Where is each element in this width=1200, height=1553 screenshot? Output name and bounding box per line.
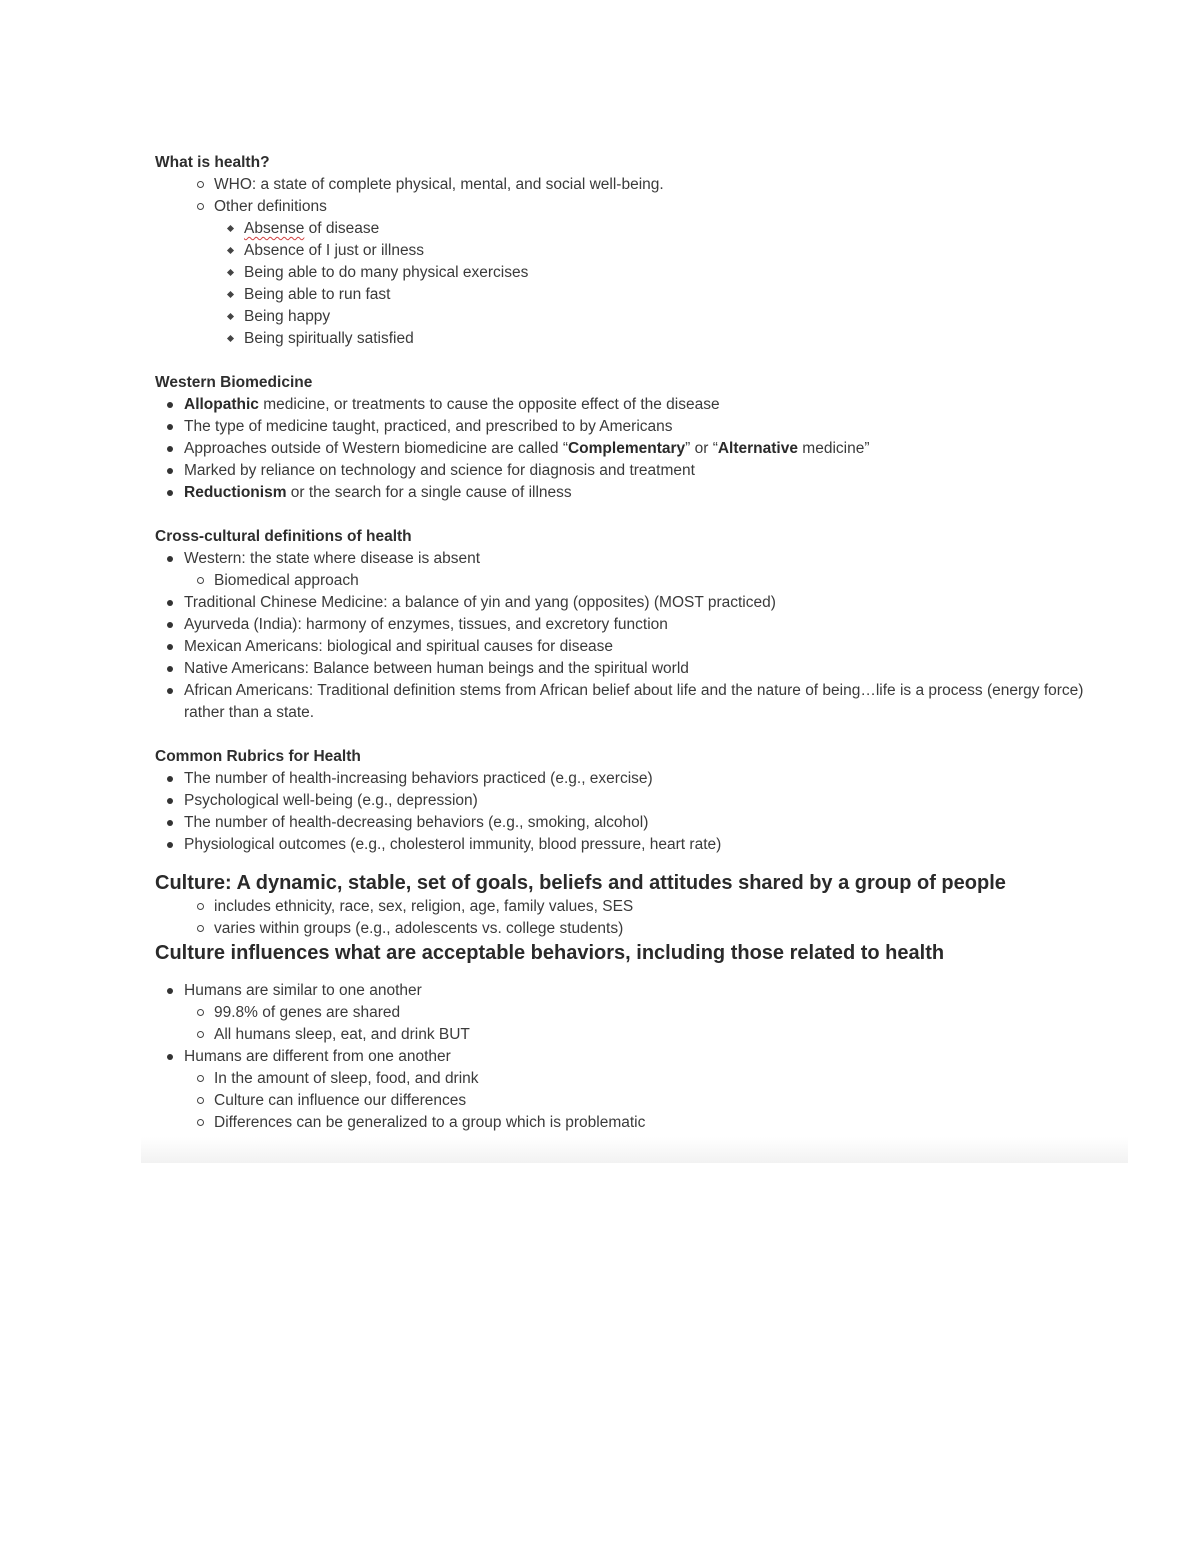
list-item: Ayurveda (India): harmony of enzymes, tissues, and excretory function	[155, 614, 1120, 636]
heading-what-is-health: What is health?	[155, 154, 270, 171]
list-item: Native Americans: Balance between human beings and the spiritual world	[155, 658, 1120, 680]
list-item: Differences can be generalized to a group which is problematic	[155, 1112, 1120, 1134]
list-item: The type of medicine taught, practiced, and prescribed to by Americans	[155, 416, 1120, 438]
heading-western-biomedicine: Western Biomedicine	[155, 374, 313, 391]
list-item: The number of health-increasing behaviors practiced (e.g., exercise)	[155, 768, 1120, 790]
heading-culture-influences: Culture influences what are acceptable behaviors, including those related to health	[155, 942, 945, 964]
list-item: Western: the state where disease is absent	[155, 548, 1120, 570]
list-item: includes ethnicity, race, sex, religion, age, family values, SES	[155, 896, 1120, 918]
list-item: Psychological well-being (e.g., depression)	[155, 790, 1120, 812]
list-item: Traditional Chinese Medicine: a balance of yin and yang (opposites) (MOST practiced)	[155, 592, 1120, 614]
document-content	[155, 152, 1120, 1134]
list-item: The number of health-decreasing behaviors (e.g., smoking, alcohol)	[155, 812, 1120, 834]
rubrics-list	[155, 768, 1120, 856]
list-item: Marked by reliance on technology and science for diagnosis and treatment	[155, 460, 1120, 482]
list-item: WHO: a state of complete physical, mental, and social well-being.	[155, 174, 1120, 196]
list-item: Physiological outcomes (e.g., cholesterol immunity, blood pressure, heart rate)	[155, 834, 1120, 856]
list-item: Other definitions	[155, 196, 1120, 218]
list-item: Being able to run fast	[155, 284, 1120, 306]
heading-cross-cultural: Cross-cultural definitions of health	[155, 528, 412, 545]
list-item: Culture can influence our differences	[155, 1090, 1120, 1112]
list-item: 99.8% of genes are shared	[155, 1002, 1120, 1024]
misspelled-word[interactable]: Absense	[244, 220, 305, 237]
list-item: All humans sleep, eat, and drink BUT	[155, 1024, 1120, 1046]
western-list	[155, 394, 1120, 504]
list-item: Being happy	[155, 306, 1120, 328]
list-item: African Americans: Traditional definition stems from African belief about life and the nature of being…life is a process (energy force) rather than a state.	[155, 680, 1120, 724]
heading-culture-definition: Culture: A dynamic, stable, set of goals, beliefs and attitudes shared by a group of people	[155, 872, 1006, 894]
culture-list	[155, 896, 1120, 940]
list-item: Allopathic medicine, or treatments to cause the opposite effect of the disease	[155, 394, 1120, 416]
list-item: Absense of disease	[155, 218, 1120, 240]
health-list	[155, 174, 1120, 350]
heading-common-rubrics: Common Rubrics for Health	[155, 748, 361, 765]
humans-list	[155, 980, 1120, 1134]
list-item: Reductionism or the search for a single cause of illness	[155, 482, 1120, 504]
list-item: Approaches outside of Western biomedicine are called “Complementary” or “Alternative medicine”	[155, 438, 1120, 460]
cross-cultural-list	[155, 548, 1120, 724]
list-item: Mexican Americans: biological and spiritual causes for disease	[155, 636, 1120, 658]
list-item: Being able to do many physical exercises	[155, 262, 1120, 284]
list-item: varies within groups (e.g., adolescents vs. college students)	[155, 918, 1120, 940]
list-item: Biomedical approach	[155, 570, 1120, 592]
list-item: Humans are similar to one another	[155, 980, 1120, 1002]
list-item: Humans are different from one another	[155, 1046, 1120, 1068]
list-item: In the amount of sleep, food, and drink	[155, 1068, 1120, 1090]
list-item: Absence of I just or illness	[155, 240, 1120, 262]
list-item: Being spiritually satisfied	[155, 328, 1120, 350]
